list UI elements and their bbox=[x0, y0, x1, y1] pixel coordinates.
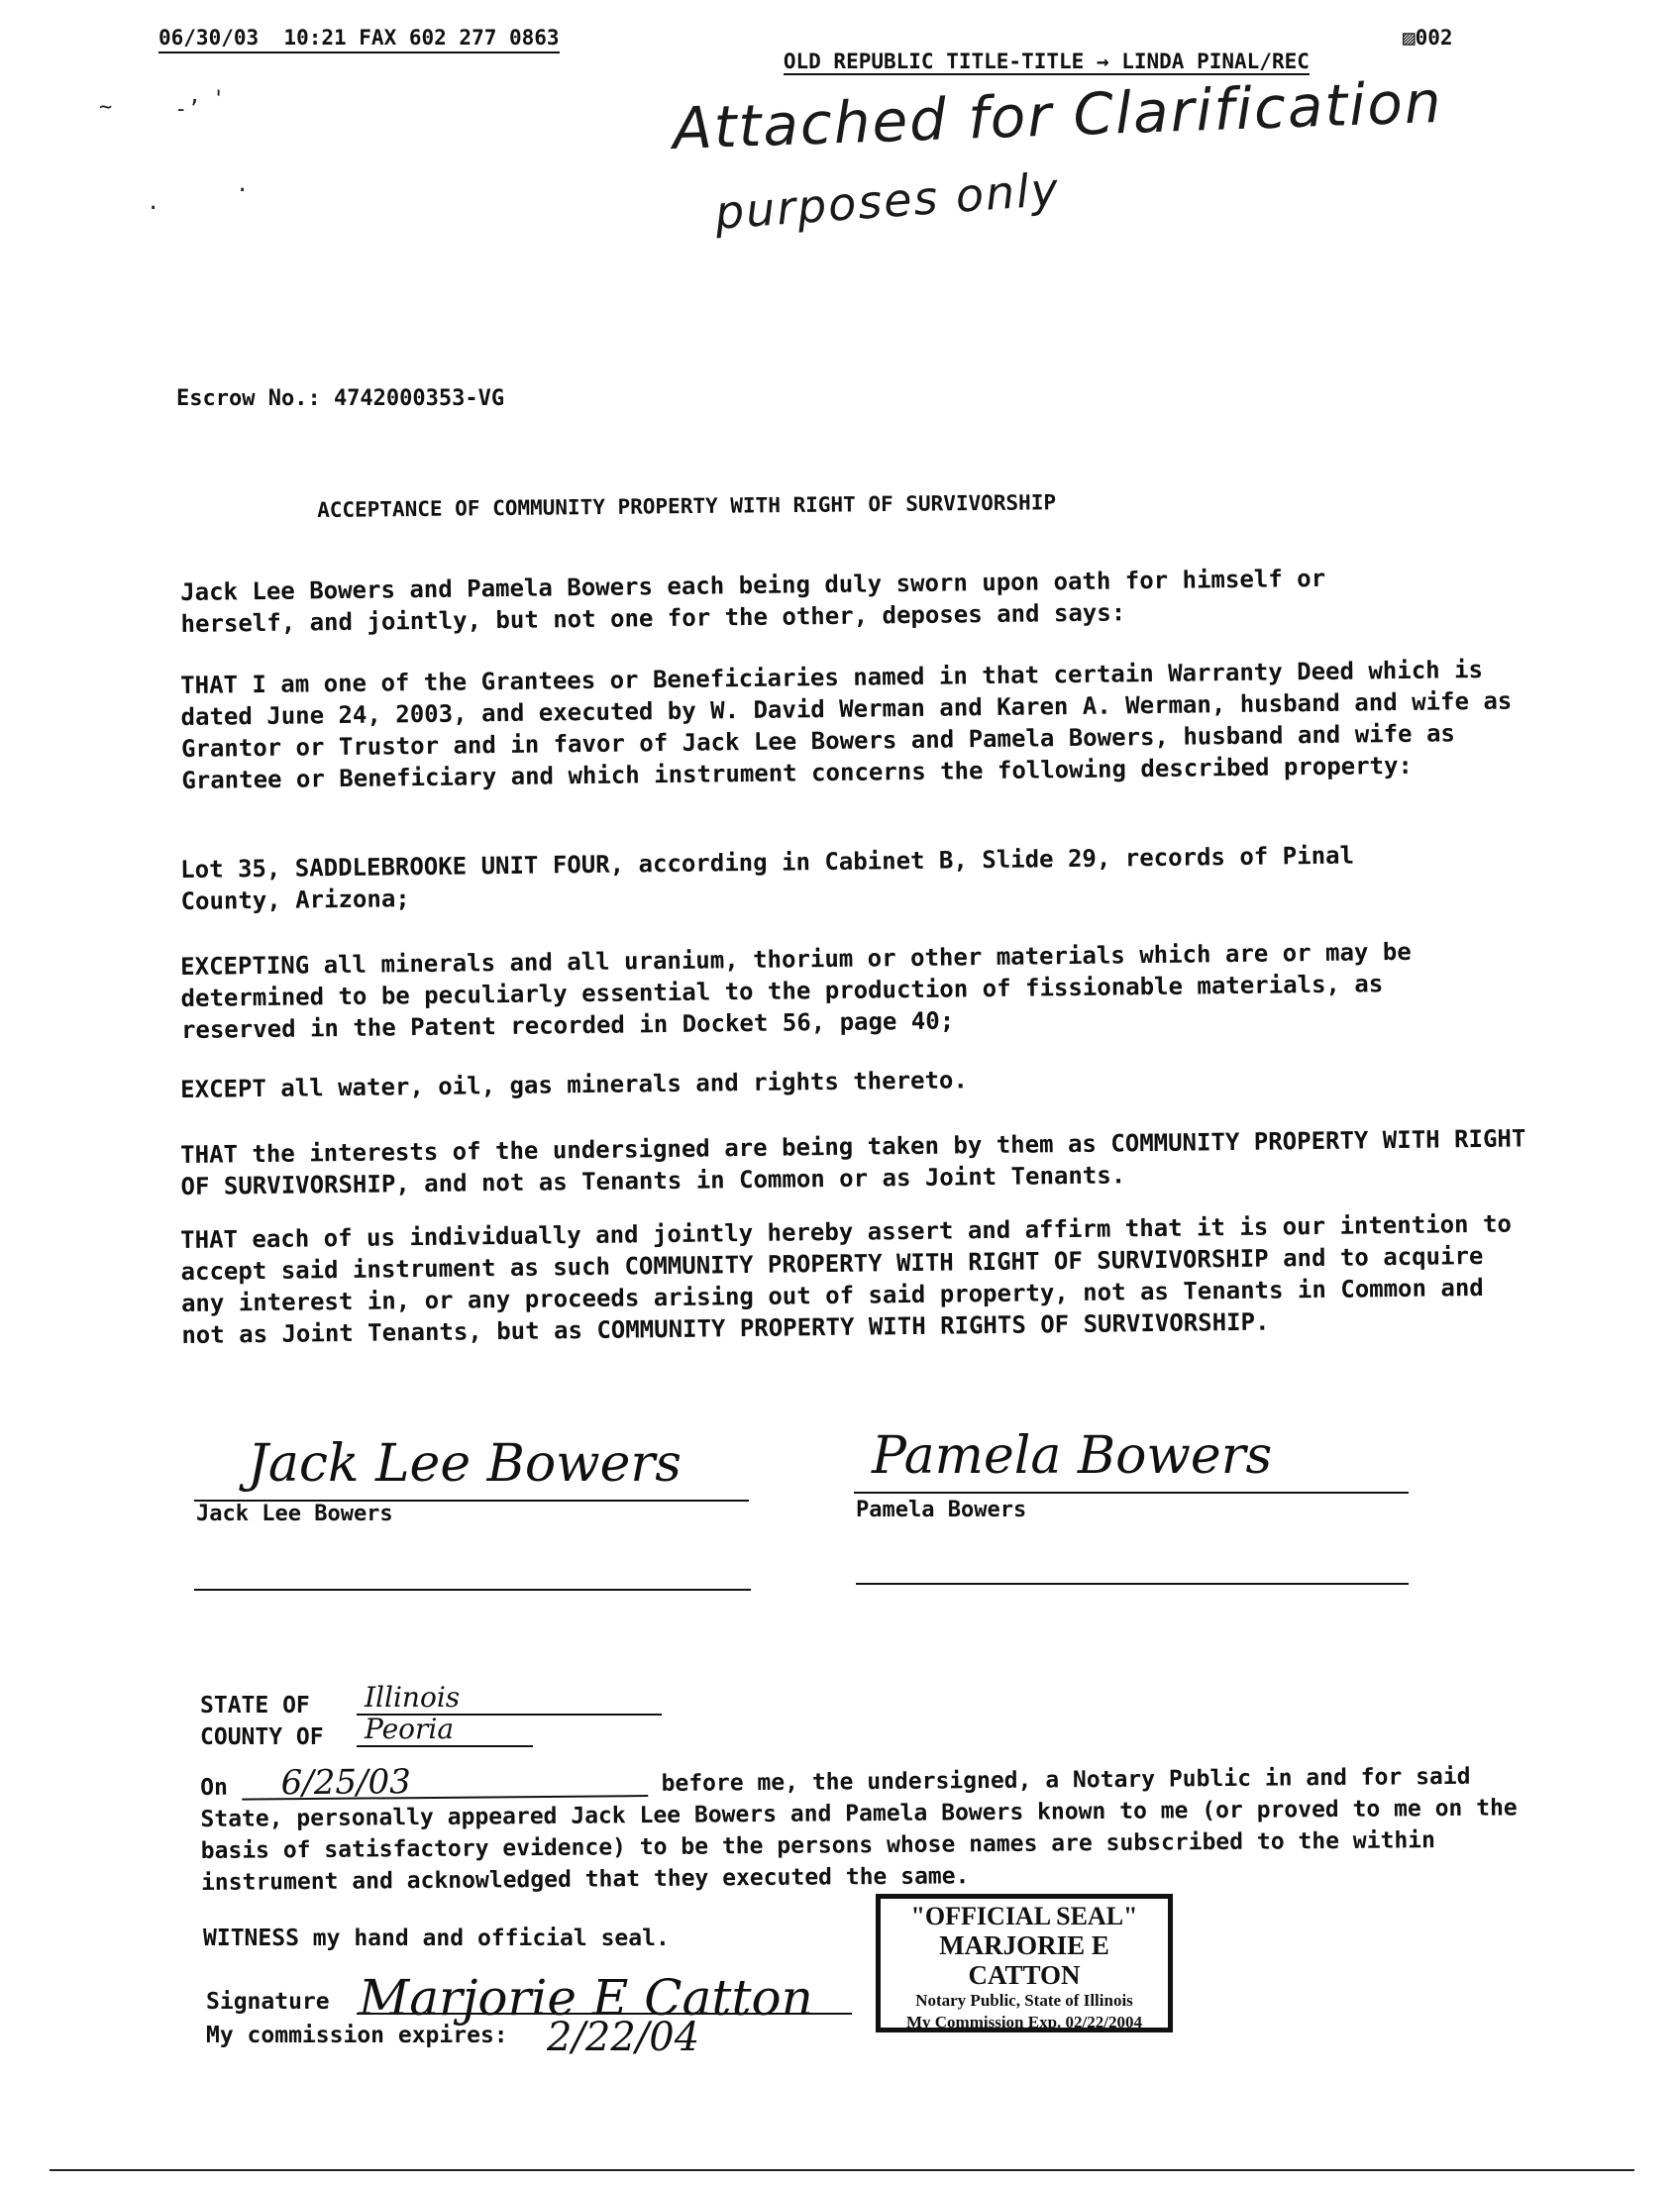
stray-mark: . bbox=[147, 190, 160, 215]
paragraph-excepting: EXCEPTING all minerals and all uranium, thorium or other materials which are or may be determined to be peculiarly essential to the production of fissionable materials, as reserved in the Patent recorded in Docket 56, page 40; bbox=[180, 937, 1412, 1044]
stray-mark: ~ bbox=[99, 95, 113, 120]
fax-header-recipient: OLD REPUBLIC TITLE-TITLE → LINDA PINAL/REC bbox=[783, 50, 1310, 73]
state-label: STATE OF bbox=[200, 1693, 310, 1718]
fax-page-number: ▨002 bbox=[1403, 26, 1453, 50]
seal-heading: "OFFICIAL SEAL" bbox=[910, 1902, 1138, 1930]
seal-expiration: My Commission Exp. 02/22/2004 bbox=[905, 2013, 1143, 2031]
signature-pamela-bowers: Pamela Bowers bbox=[872, 1426, 1273, 1486]
seal-state: Notary Public, State of Illinois bbox=[915, 1991, 1133, 2010]
on-label: On bbox=[200, 1774, 228, 1801]
handwritten-note-line2: purposes only bbox=[713, 161, 1062, 240]
stray-mark: ' bbox=[212, 87, 226, 112]
notary-venue bbox=[200, 1681, 461, 1753]
signer-name-left: Jack Lee Bowers bbox=[196, 1502, 393, 1526]
paragraph-lot: Lot 35, SADDLEBROOKE UNIT FOUR, according in Cabinet B, Slide 29, records of Pinal County, Arizona; bbox=[180, 841, 1355, 915]
bottom-edge-rule bbox=[50, 2169, 1634, 2171]
witness-text: WITNESS my hand and official seal. bbox=[203, 1926, 670, 1951]
state-value: Illinois bbox=[357, 1682, 662, 1716]
paragraph-except: EXCEPT all water, oil, gas minerals and rights thereto. bbox=[180, 1066, 969, 1103]
notary-date: 6/25/03 bbox=[242, 1765, 648, 1801]
handwritten-note-line1: Attached for Clarification bbox=[672, 67, 1444, 162]
stray-mark: · bbox=[236, 178, 250, 203]
blank-line-left bbox=[194, 1589, 751, 1591]
county-value: Peoria bbox=[357, 1714, 533, 1747]
commission-label: My commission expires: bbox=[206, 2023, 508, 2048]
notary-signature: Marjorie E Catton bbox=[359, 1969, 813, 2027]
paragraph-oath: Jack Lee Bowers and Pamela Bowers each being duly sworn upon oath for himself or herself, and jointly, but not one for the other, deposes and says: bbox=[180, 564, 1326, 638]
signature-label: Signature bbox=[206, 1989, 330, 2015]
paragraph-affirm: THAT each of us individually and jointly hereby assert and affirm that it is our intention to accept said instrument as such COMMUNITY PROPERTY WITH RIGHT OF SURVIVORSHIP and to acquire any interest in, or any proceeds arising out of said property, not as Tenants in Common and not as Joint Tenants, but as COMMUNITY PROPERTY WITH RIGHTS OF SURVIVORSHIP. bbox=[180, 1209, 1513, 1349]
signature-line-right bbox=[854, 1492, 1409, 1494]
county-row bbox=[200, 1713, 455, 1753]
paragraph-interests: THAT the interests of the undersigned are being taken by them as COMMUNITY PROPERTY WITH RIGHT OF SURVIVORSHIP, and not as Tenants in Common or as Joint Tenants. bbox=[180, 1124, 1526, 1200]
official-seal-stamp bbox=[876, 1894, 1173, 2032]
signature-jack-lee-bowers: Jack Lee Bowers bbox=[248, 1434, 682, 1494]
fax-header bbox=[158, 26, 1640, 73]
stray-mark: -’ bbox=[174, 97, 201, 122]
notary-acknowledgment bbox=[200, 1757, 1528, 1899]
signer-name-right: Pamela Bowers bbox=[856, 1498, 1027, 1522]
document-title: ACCEPTANCE OF COMMUNITY PROPERTY WITH RIGHT OF SURVIVORSHIP bbox=[317, 490, 1057, 522]
paragraph-warranty-deed: THAT I am one of the Grantees or Beneficiaries named in that certain Warranty Deed which is dated June 24, 2003, and executed by W. David Werman and Karen A. Werman, husband and wife as Grantor or Trustor and in favor of Jack Lee Bowers and Pamela Bowers, husband and wife as Grantee or Beneficiary and which instrument concerns the following described property: bbox=[180, 655, 1513, 794]
fax-header-left: 06/30/03 10:21 FAX 602 277 0863 bbox=[158, 26, 560, 53]
county-label: COUNTY OF bbox=[200, 1724, 324, 1750]
acknowledgment-text: before me, the undersigned, a Notary Public in and for said State, personally appeared Jack Lee Bowers and Pamela Bowers known to me (or proved to me on the basis of satisfactory evidence) to be the persons whose names are subscribed to the within instrument and acknowledged that they executed the same. bbox=[200, 1763, 1518, 1896]
state-row bbox=[200, 1681, 461, 1721]
blank-line-right bbox=[856, 1583, 1409, 1585]
escrow-number: Escrow No.: 4742000353-VG bbox=[176, 386, 505, 411]
seal-notary-name: MARJORIE E CATTON bbox=[939, 1930, 1109, 1990]
commission-date: 2/22/04 bbox=[547, 2015, 700, 2060]
